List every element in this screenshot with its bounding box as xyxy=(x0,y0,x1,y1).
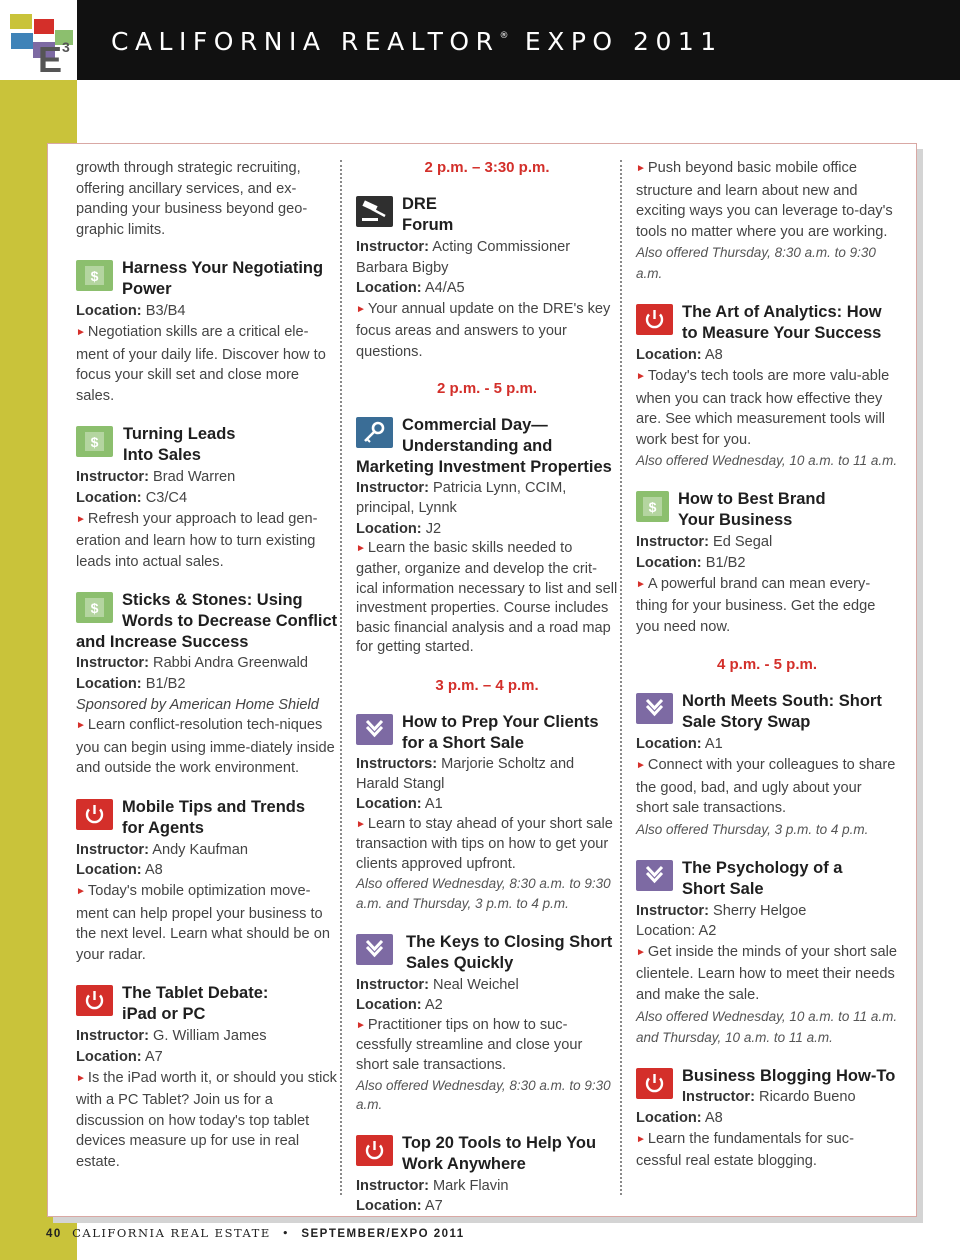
time-slot-heading: 4 p.m. - 5 p.m. xyxy=(716,656,818,674)
arrow-bullet-icon: ► xyxy=(356,543,366,555)
location: A1 xyxy=(421,796,443,813)
description: ► Learn to stay ahead of your short sale transaction with tips on how to get your clients approved upfront. xyxy=(356,815,613,872)
session-title: North Meets South: Short xyxy=(682,692,882,711)
publication-name: CALIFORNIA REAL ESTATE xyxy=(72,1226,271,1240)
download-icon xyxy=(356,934,393,965)
column-3 xyxy=(636,158,898,1172)
session-title: Work Anywhere xyxy=(402,1154,526,1173)
session-title: The Tablet Debate: xyxy=(122,984,269,1003)
description: ► A powerful brand can mean every-thing for your business. Get the edge you need now. xyxy=(636,575,876,635)
location: B1/B2 xyxy=(701,554,746,571)
also-offered: Also offered Wednesday, 8:30 a.m. to 9:30 a.m. xyxy=(356,1077,611,1113)
session-title: Understanding and xyxy=(402,436,553,455)
also-offered: Also offered Thursday, 8:30 a.m. to 9:30 a.m. xyxy=(636,245,876,282)
location: A7 xyxy=(421,1198,443,1215)
session-psychology-short-sale: The Psychology of a Short Sale Instructor: Sherry Helgoe Location: A2 ► Get inside the minds of your short sale clientele. Learn how to meet their needs and make the sale. Also offered Wednesday, 10 a.m. to 11 a.m. and Thursday, 10 a.m. to 11 a.m. xyxy=(636,858,898,1048)
arrow-bullet-icon: ► xyxy=(636,578,646,590)
session-art-of-analytics: The Art of Analytics: How to Measure Your Success Location: A8 ► Today's tech tools are more valu-able when you can track how effective they are. See which measurement tools will work best for you. Also offered Wednesday, 10 a.m. to 11 a.m. xyxy=(636,302,898,471)
download-icon xyxy=(356,714,393,745)
instructor: Andy Kaufman xyxy=(148,841,248,858)
session-title: Sticks & Stones: Using xyxy=(122,591,303,610)
arrow-bullet-icon: ► xyxy=(76,513,86,525)
session-title: Turning Leads xyxy=(123,425,236,444)
arrow-bullet-icon: ► xyxy=(356,303,366,315)
session-title: Harness Your Negotiating xyxy=(122,259,324,278)
instructor: Acting Commissioner Barbara Bigby xyxy=(356,239,571,276)
location: Location: A2 xyxy=(636,923,717,940)
also-offered: Also offered Wednesday, 10 a.m. to 11 a.m. and Thursday, 10 a.m. to 11 a.m. xyxy=(636,1008,898,1045)
session-title: iPad or PC xyxy=(122,1005,206,1024)
location: A2 xyxy=(421,997,443,1014)
arrow-bullet-icon: ► xyxy=(76,720,86,732)
session-title: Forum xyxy=(402,216,454,234)
session-title: Power xyxy=(122,280,172,299)
time-slot-heading: 2 p.m. - 5 p.m. xyxy=(436,379,538,397)
instructor: G. William James xyxy=(148,1028,267,1045)
also-offered: Also offered Thursday, 3 p.m. to 4 p.m. xyxy=(636,821,869,837)
session-title: for Agents xyxy=(122,818,204,837)
download-icon xyxy=(636,860,673,891)
svg-text:$: $ xyxy=(90,268,99,285)
header-title: CALIFORNIA REALTOR® EXPO 2011 xyxy=(111,27,723,56)
session-title: Mobile Tips and Trends xyxy=(122,797,306,816)
instructor: Marjorie Scholtz and Harald Stangl xyxy=(356,755,575,792)
session-title: Short Sale xyxy=(682,879,764,898)
location: B1/B2 xyxy=(141,675,186,692)
key-icon xyxy=(356,417,393,448)
svg-text:3: 3 xyxy=(62,39,70,55)
location: A1 xyxy=(701,736,723,753)
location: A8 xyxy=(701,1110,723,1127)
location: A4/A5 xyxy=(421,280,465,297)
gavel-icon xyxy=(356,196,393,227)
arrow-bullet-icon: ► xyxy=(76,1072,86,1084)
also-offered: Also offered Wednesday, 8:30 a.m. to 9:30 a.m. and Thursday, 3 p.m. to 4 p.m. xyxy=(356,876,611,912)
description: ► Connect with your colleagues to share the good, bad, and ugly about your short sale transactions. xyxy=(636,756,896,817)
download-icon xyxy=(636,693,673,724)
location: B3/B4 xyxy=(141,303,186,320)
location: A8 xyxy=(141,862,163,879)
session-mobile-tips: Mobile Tips and Trends for Agents Instructor: Andy Kaufman Location: A8 ► Today's mobile optimization move-ment can help propel your business to the next level. Learn what should be on your radar. xyxy=(76,797,338,966)
session-title: How to Prep Your Clients xyxy=(402,712,599,731)
location: C3/C4 xyxy=(141,489,188,506)
intro-text: growth through strategic recruiting, offering ancillary services, and ex-panding your business beyond geo-graphic limits. xyxy=(76,160,308,238)
session-negotiating-power: $ Harness Your Negotiating Power Location: B3/B4 ► Negotiation skills are a critical ele-ment of your daily life. Discover how to focus your skill set and close more sales. xyxy=(76,258,338,406)
description: ► Is the iPad worth it, or should you stick with a PC Tablet? Join us for a discussion on how today's top tablet devices measure up for use in real estate. xyxy=(76,1069,337,1170)
description: ► Refresh your approach to lead gen-eration and learn how to turn existing leads into actual sales. xyxy=(76,510,318,570)
dollar-icon xyxy=(76,426,113,457)
dollar-icon xyxy=(76,592,113,623)
column-divider xyxy=(620,160,622,1195)
location: A7 xyxy=(141,1049,163,1066)
dollar-icon xyxy=(76,260,113,291)
session-dre-forum: DRE Forum Instructor: Acting Commissioner Barbara Bigby Location: A4/A5 ► Your annual update on the DRE's key focus areas and answers to your questions. xyxy=(356,194,618,363)
power-icon xyxy=(636,304,673,335)
column-2 xyxy=(356,158,618,1217)
session-title: Your Business xyxy=(678,511,793,530)
description: ► Today's tech tools are more valu-able when you can track how effective they are. See which measurement tools will work best for you. xyxy=(636,367,890,448)
instructor: Ed Segal xyxy=(708,534,773,551)
session-keys-closing: The Keys to Closing Short Sales Quickly Instructor: Neal Weichel Location: A2 ► Practitioner tips on how to suc-cessfully streamline and close your short sale transactions. Also offered Wednesday, 8:30 a.m. to 9:30 a.m. xyxy=(356,932,618,1115)
intro-text: ► Push beyond basic mobile office structure and learn about new and exciting ways you can leverage to-day's tools no matter where you are working. xyxy=(636,160,893,240)
svg-text:$: $ xyxy=(90,600,99,617)
description: ► Get inside the minds of your short sale clientele. Learn how to meet their needs and make the sale. xyxy=(636,943,897,1004)
instructor: Ricardo Bueno xyxy=(754,1088,856,1105)
session-commercial-day: Commercial Day— Understanding and Marketing Investment Properties Instructor: Patricia Lynn, CCIM, principal, Lynnk Location: J2 ► Learn the basic skills needed to gather, organize and develop the crit-ical information necessary to list and sell investment properties. Course includes basic financial analysis and a road map for getting started. xyxy=(356,415,618,658)
footer-separator: • xyxy=(281,1226,291,1240)
session-title: Business Blogging How-To xyxy=(682,1066,896,1085)
location: J2 xyxy=(421,520,442,537)
session-title: The Keys to Closing Short xyxy=(406,932,613,951)
session-tablet-debate: The Tablet Debate: iPad or PC Instructor: G. William James Location: A7 ► Is the iPad worth it, or should you stick with a PC Tablet? Join us for a discussion on how today's top tablet devices measure up for use in real estate. xyxy=(76,983,338,1172)
dollar-icon xyxy=(636,491,669,522)
session-title: Marketing Investment Properties xyxy=(356,457,612,476)
session-title: Words to Decrease Conflict xyxy=(122,612,338,631)
svg-text:$: $ xyxy=(648,499,657,516)
location: A8 xyxy=(701,347,723,364)
description: ► Learn the basic skills needed to gather, organize and develop the crit-ical information necessary to list and sell investment properties. Course includes basic financial analysis and a road map for getting started. xyxy=(356,540,618,656)
description: ► Learn the fundamentals for suc-cessful real estate blogging. xyxy=(636,1130,854,1170)
arrow-bullet-icon: ► xyxy=(636,370,646,382)
issue-label: SEPTEMBER/EXPO 2011 xyxy=(301,1228,465,1240)
session-top-20-tools: Top 20 Tools to Help You Work Anywhere Instructor: Mark Flavin Location: A7 xyxy=(356,1133,618,1217)
arrow-bullet-icon: ► xyxy=(636,163,646,174)
session-title: Top 20 Tools to Help You xyxy=(402,1133,597,1152)
arrow-bullet-icon: ► xyxy=(636,946,646,958)
session-sticks-and-stones: $ Sticks & Stones: Using Words to Decrease Conflict and Increase Success Instructor: Rabbi Andra Greenwald Location: B1/B2 Sponsored by American Home Shield ► Learn conflict-resolution tech-niques you can begin using imme-diately inside and outside the work environment. xyxy=(76,590,338,779)
also-offered: Also offered Wednesday, 10 a.m. to 11 a.m. xyxy=(636,453,898,469)
sponsor: Sponsored by American Home Shield xyxy=(76,696,319,713)
instructor: Patricia Lynn, CCIM, principal, Lynnk xyxy=(356,479,567,517)
session-best-brand: $ How to Best Brand Your Business Instructor: Ed Segal Location: B1/B2 ► A powerful brand can mean every-thing for your business. Get the edge you need now. xyxy=(636,489,898,637)
e3-logo-icon xyxy=(0,0,77,80)
arrow-bullet-icon: ► xyxy=(356,1019,366,1031)
session-title: Sale Story Swap xyxy=(682,713,811,732)
session-title: Sales Quickly xyxy=(406,953,514,972)
session-business-blogging: Business Blogging How-To Instructor: Ricardo Bueno Location: A8 ► Learn the fundamentals for suc-cessful real estate blogging. xyxy=(636,1066,898,1172)
arrow-bullet-icon: ► xyxy=(356,818,366,830)
instructor: Sherry Helgoe xyxy=(708,902,807,919)
description: ► Negotiation skills are a critical ele-ment of your daily life. Discover how to focus your skill set and close more sales. xyxy=(76,323,326,404)
instructor: Brad Warren xyxy=(148,469,236,486)
session-title: and Increase Success xyxy=(76,633,249,652)
arrow-bullet-icon: ► xyxy=(636,759,646,771)
power-icon xyxy=(76,985,113,1016)
session-prep-clients: How to Prep Your Clients for a Short Sale Instructors: Marjorie Scholtz and Harald Stangl Location: A1 ► Learn to stay ahead of your short sale transaction with tips on how to get your clients approved upfront. Also offered Wednesday, 8:30 a.m. to 9:30 a.m. and Thursday, 3 p.m. to 4 p.m. xyxy=(356,712,618,914)
page-number: 40 xyxy=(46,1228,62,1240)
session-title: The Psychology of a xyxy=(682,858,843,877)
svg-text:E: E xyxy=(38,39,63,80)
arrow-bullet-icon: ► xyxy=(636,1133,646,1145)
session-title: DRE xyxy=(402,195,437,213)
arrow-bullet-icon: ► xyxy=(76,326,86,338)
session-title: How to Best Brand xyxy=(678,490,826,509)
session-title: to Measure Your Success xyxy=(682,324,882,343)
session-title: The Art of Analytics: How xyxy=(682,303,882,322)
session-turning-leads: $ Turning Leads Into Sales Instructor: Brad Warren Location: C3/C4 ► Refresh your approach to lead gen-eration and learn how to turn existing leads into actual sales. xyxy=(76,424,338,572)
time-slot-heading: 2 p.m. – 3:30 p.m. xyxy=(424,159,550,176)
instructor: Neal Weichel xyxy=(428,976,519,993)
description: ► Your annual update on the DRE's key focus areas and answers to your questions. xyxy=(356,300,611,360)
svg-text:$: $ xyxy=(90,434,99,451)
instructor: Rabbi Andra Greenwald xyxy=(148,655,308,672)
instructor: Mark Flavin xyxy=(428,1177,509,1194)
power-icon xyxy=(356,1135,393,1166)
power-icon xyxy=(636,1068,673,1099)
session-title: for a Short Sale xyxy=(402,733,524,752)
description: ► Learn conflict-resolution tech-niques you can begin using imme-diately inside and outside the work environment. xyxy=(76,717,335,777)
description: ► Practitioner tips on how to suc-cessfully streamline and close your short sale transactions. xyxy=(356,1016,583,1074)
page-footer xyxy=(46,1226,465,1240)
column-divider xyxy=(340,160,342,1195)
session-title: Into Sales xyxy=(123,446,201,465)
expo-logo xyxy=(0,0,77,80)
column-1 xyxy=(76,158,338,1173)
session-title: Commercial Day— xyxy=(402,415,548,434)
session-north-meets-south: North Meets South: Short Sale Story Swap Location: A1 ► Connect with your colleagues to share the good, bad, and ugly about your short sale transactions. Also offered Thursday, 3 p.m. to 4 p.m. xyxy=(636,691,898,839)
description: ► Today's mobile optimization move-ment can help propel your business to the next level. Learn what should be on your radar. xyxy=(76,883,330,963)
power-icon xyxy=(76,799,113,830)
time-slot-heading: 3 p.m. – 4 p.m. xyxy=(435,676,539,694)
arrow-bullet-icon: ► xyxy=(76,886,86,898)
